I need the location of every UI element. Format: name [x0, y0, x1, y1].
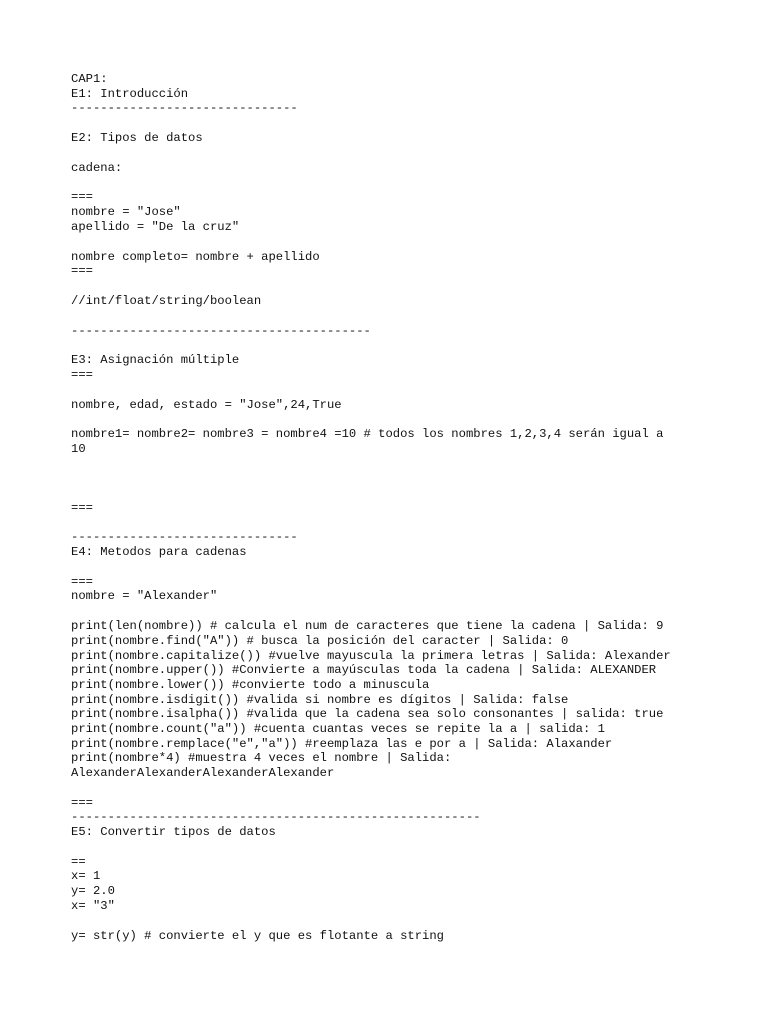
code-delimiter: ===	[71, 367, 93, 382]
code-delimiter: ===	[71, 795, 93, 810]
text-line: cadena:	[71, 160, 123, 175]
section-heading-e2: E2: Tipos de datos	[71, 131, 203, 146]
code-line: print(nombre.find("A")) # busca la posición del caracter | Salida: 0	[71, 633, 569, 648]
code-line: y= 2.0	[71, 884, 115, 899]
code-delimiter: ===	[71, 264, 93, 279]
code-line: y= str(y) # convierte el y que es flotante a string	[71, 928, 444, 943]
code-line: print(nombre.isdigit()) #valida si nombre es dígitos | Salida: false	[71, 692, 569, 707]
code-line: print(nombre.remplace("e","a")) #reemplaza las e por a | Salida: Alaxander	[71, 736, 613, 751]
code-line: 10	[71, 442, 86, 456]
code-line: apellido = "De la cruz"	[71, 219, 240, 234]
code-line: print(nombre*4) #muestra 4 veces el nombre | Salida:	[71, 751, 452, 766]
section-heading-e4: E4: Metodos para cadenas	[71, 545, 247, 560]
separator-line: -------------------------------	[71, 101, 298, 116]
section-heading-e3: E3: Asignación múltiple	[71, 353, 240, 368]
code-delimiter: ===	[71, 190, 93, 205]
document-body	[71, 72, 751, 943]
code-line: print(len(nombre)) # calcula el num de caracteres que tiene la cadena | Salida: 9	[71, 619, 664, 634]
code-line: nombre1= nombre2= nombre3 = nombre4 =10 # todos los nombres 1,2,3,4 serán igual a	[71, 427, 664, 442]
code-line: print(nombre.isalpha()) #valida que la cadena sea solo consonantes | salida: true	[71, 707, 664, 722]
section-heading-e1: E1: Introducción	[71, 86, 189, 101]
code-line: print(nombre.count("a")) #cuenta cuantas veces se repite la a | salida: 1	[71, 721, 605, 736]
code-line: nombre, edad, estado = "Jose",24,True	[71, 397, 342, 412]
code-line: nombre = "Jose"	[71, 205, 181, 220]
code-line: print(nombre.lower()) #convierte todo a minuscula	[71, 677, 430, 692]
code-line: nombre completo= nombre + apellido	[71, 249, 320, 264]
comment-line: //int/float/string/boolean	[71, 293, 262, 308]
section-heading-e5: E5: Convertir tipos de datos	[71, 825, 276, 840]
separator-line: --------------------------------------------------------	[71, 810, 481, 825]
code-delimiter: ===	[71, 500, 93, 515]
code-line: x= "3"	[71, 898, 115, 913]
code-delimiter: ===	[71, 574, 93, 589]
code-line: nombre = "Alexander"	[71, 589, 218, 604]
separator-line: -------------------------------	[71, 530, 298, 545]
code-line: AlexanderAlexanderAlexanderAlexander	[71, 766, 335, 780]
code-delimiter: ==	[71, 854, 86, 869]
code-line: print(nombre.upper()) #Convierte a mayúsculas toda la cadena | Salida: ALEXANDER	[71, 663, 657, 678]
separator-line: -----------------------------------------	[71, 323, 371, 338]
code-line: print(nombre.capitalize()) #vuelve mayuscula la primera letras | Salida: Alexander	[71, 648, 671, 663]
code-line: x= 1	[71, 869, 101, 884]
chapter-heading: CAP1:	[71, 72, 108, 86]
